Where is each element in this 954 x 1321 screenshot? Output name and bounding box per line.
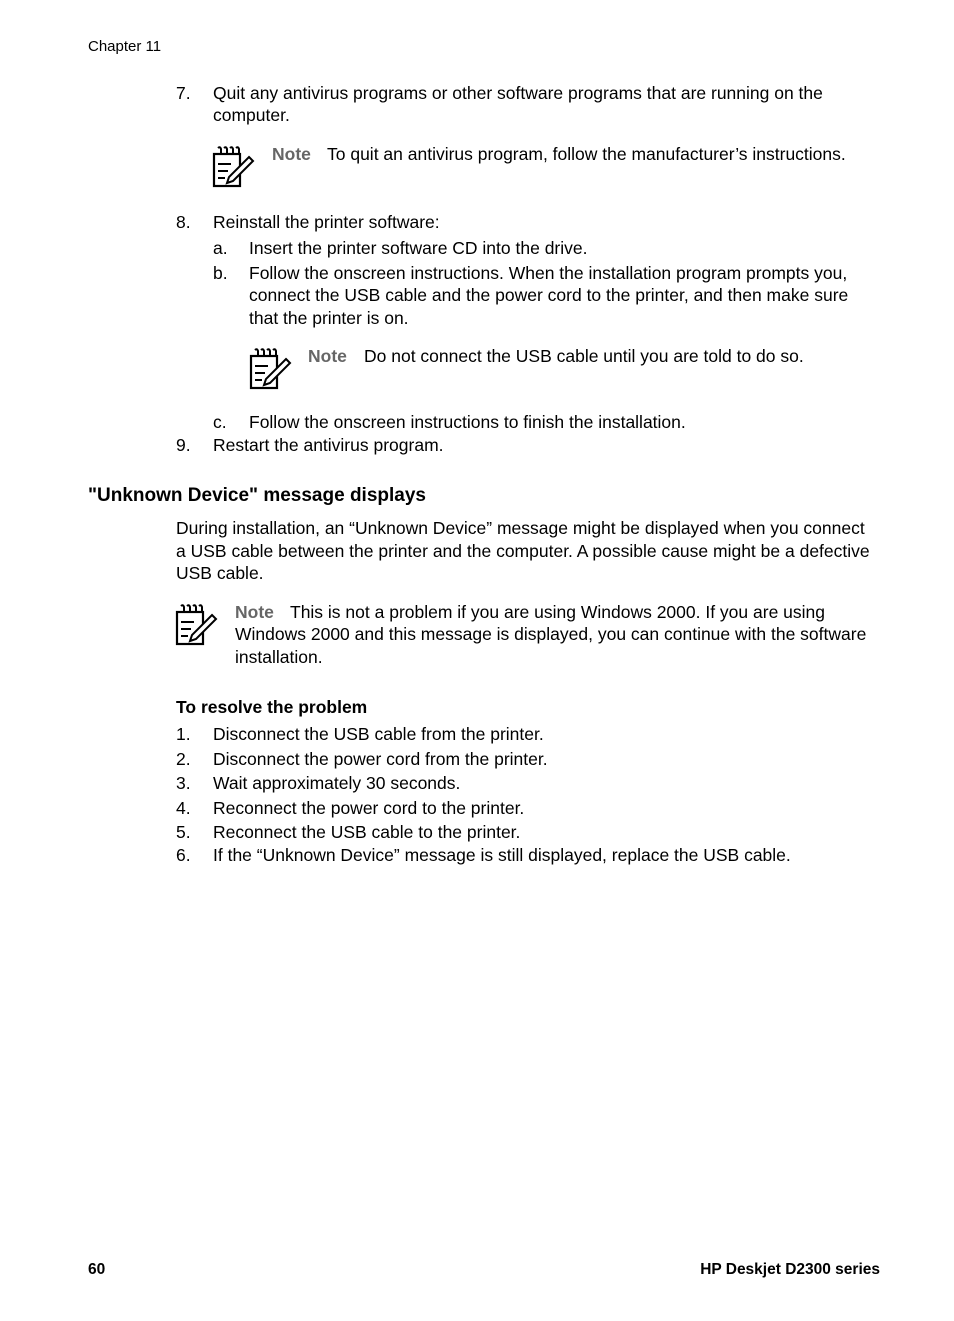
resolve-step-number: 6.	[176, 845, 191, 865]
resolve-step-number: 5.	[176, 822, 191, 842]
note-pad-icon	[174, 603, 218, 647]
step-9-text: Restart the antivirus program.	[213, 435, 444, 455]
step-7-line-2: computer.	[213, 105, 290, 125]
note-3-line-1: This is not a problem if you are using Windows 2000. If you are using	[290, 602, 825, 622]
note-3-line-2: Windows 2000 and this message is displayed, you can continue with the software	[235, 624, 867, 644]
resolve-step-number: 2.	[176, 749, 191, 769]
step-8a-letter: a.	[213, 238, 228, 258]
intro-line-3: USB cable.	[176, 563, 264, 583]
resolve-step-text: If the “Unknown Device” message is still displayed, replace the USB cable.	[213, 845, 791, 865]
resolve-step-text: Reconnect the USB cable to the printer.	[213, 822, 521, 842]
product-name: HP Deskjet D2300 series	[700, 1261, 880, 1278]
note-1-label: Note	[272, 144, 311, 164]
resolve-heading: To resolve the problem	[176, 697, 368, 717]
note-3-line-3: installation.	[235, 647, 323, 667]
resolve-step-number: 1.	[176, 724, 191, 744]
step-8b-line-2: connect the USB cable and the power cord to the printer, and then make sure	[249, 285, 849, 305]
resolve-step-number: 4.	[176, 798, 191, 818]
note-2-label: Note	[308, 346, 347, 366]
note-1-text: To quit an antivirus program, follow the manufacturer’s instructions.	[327, 144, 846, 164]
resolve-step-text: Disconnect the power cord from the printer.	[213, 749, 548, 769]
step-8c-letter: c.	[213, 412, 227, 432]
intro-line-1: During installation, an “Unknown Device” message might be displayed when you connect	[176, 518, 865, 538]
step-8c-text: Follow the onscreen instructions to finish the installation.	[249, 412, 686, 432]
note-2-text: Do not connect the USB cable until you are told to do so.	[364, 346, 804, 366]
chapter-header: Chapter 11	[88, 38, 162, 55]
step-7-number: 7.	[176, 83, 191, 103]
page-number: 60	[88, 1261, 106, 1278]
resolve-step-number: 3.	[176, 773, 191, 793]
section-heading: "Unknown Device" message displays	[88, 485, 426, 506]
resolve-step-text: Disconnect the USB cable from the printer.	[213, 724, 544, 744]
step-8b-line-1: Follow the onscreen instructions. When the installation program prompts you,	[249, 263, 848, 283]
step-8-text: Reinstall the printer software:	[213, 212, 440, 232]
step-7-line-1: Quit any antivirus programs or other software programs that are running on the	[213, 83, 823, 103]
resolve-step-text: Reconnect the power cord to the printer.	[213, 798, 525, 818]
step-8-number: 8.	[176, 212, 191, 232]
resolve-step-text: Wait approximately 30 seconds.	[213, 773, 461, 793]
step-8a-text: Insert the printer software CD into the drive.	[249, 238, 588, 258]
note-3-label: Note	[235, 602, 274, 622]
intro-line-2: a USB cable between the printer and the computer. A possible cause might be a defective	[176, 541, 870, 561]
note-pad-icon	[211, 145, 255, 189]
step-8b-letter: b.	[213, 263, 228, 283]
note-pad-icon	[248, 347, 292, 391]
step-8b-line-3: that the printer is on.	[249, 308, 409, 328]
step-9-number: 9.	[176, 435, 191, 455]
